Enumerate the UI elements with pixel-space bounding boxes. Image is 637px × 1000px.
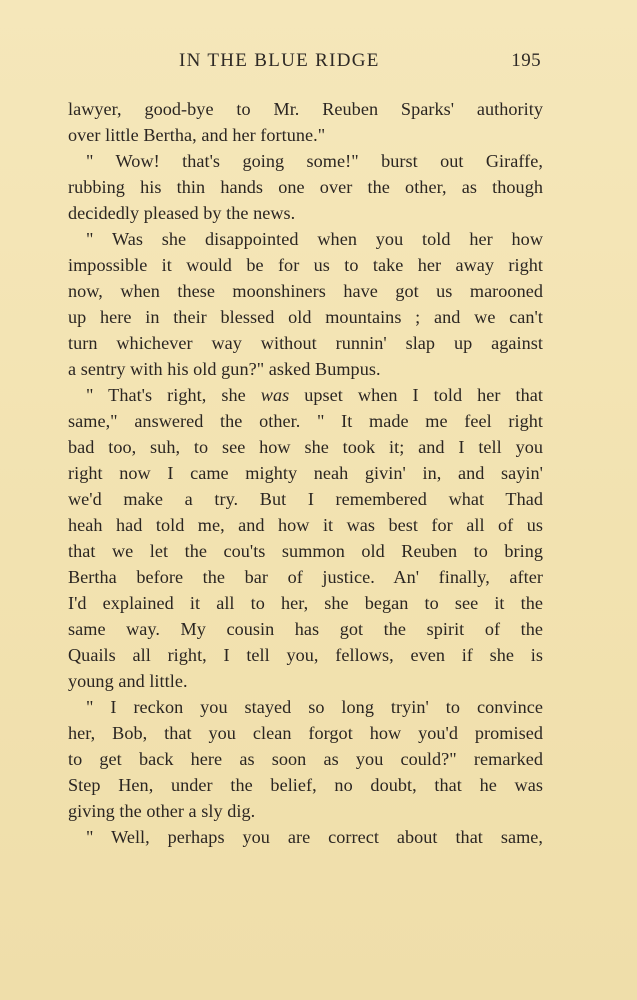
text-line: turn whichever way without runnin' slap up against (68, 333, 543, 353)
body-text (68, 96, 543, 850)
text-line: Bertha before the bar of justice. An' finally, after (68, 567, 543, 587)
running-head (68, 50, 543, 78)
text-line: impossible it would be for us to take her away right (68, 255, 543, 275)
text-line: a sentry with his old gun?" asked Bumpus. (68, 359, 381, 379)
text-segment: " That's right, she (86, 385, 246, 405)
text-line: " Was she disappointed when you told her how (86, 229, 543, 249)
text-line: Step Hen, under the belief, no doubt, that he was (68, 775, 543, 795)
text-line: that we let the cou'ts summon old Reuben to bring (68, 541, 543, 561)
text-line: her, Bob, that you clean forgot how you'd promised (68, 723, 543, 743)
running-title: IN THE BLUE RIDGE (179, 50, 380, 71)
text-line: same," answered the other. " It made me feel right (68, 411, 543, 431)
text-line: I'd explained it all to her, she began to see it the (68, 593, 543, 613)
text-line: bad too, suh, to see how she took it; and I tell you (68, 437, 543, 457)
text-line: decidedly pleased by the news. (68, 203, 296, 223)
text-line: up here in their blessed old mountains ; and we can't (68, 307, 543, 327)
text-line: lawyer, good-bye to Mr. Reuben Sparks' authority (68, 99, 543, 119)
text-line: now, when these moonshiners have got us marooned (68, 281, 543, 301)
text-line: heah had told me, and how it was best for all of us (68, 515, 543, 535)
text-segment: upset when I told her that (289, 385, 543, 405)
text-line: same way. My cousin has got the spirit of the (68, 619, 543, 639)
text-line: young and little. (68, 671, 188, 691)
text-line: rubbing his thin hands one over the other, as though (68, 177, 543, 197)
text-line: " I reckon you stayed so long tryin' to convince (86, 697, 543, 717)
text-line: over little Bertha, and her fortune." (68, 125, 326, 145)
text-line: giving the other a sly dig. (68, 801, 256, 821)
text-line-with-italic (68, 382, 543, 408)
text-line: " Wow! that's going some!" burst out Giraffe, (86, 151, 543, 171)
text-line: Quails all right, I tell you, fellows, even if she is (68, 645, 543, 665)
italic-word: was (260, 385, 290, 405)
page-number: 195 (511, 50, 541, 71)
text-line: to get back here as soon as you could?" remarked (68, 749, 543, 769)
text-line: " Well, perhaps you are correct about that same, (86, 827, 543, 847)
text-line: we'd make a try. But I remembered what Thad (68, 489, 543, 509)
text-line: right now I came mighty neah givin' in, and sayin' (68, 463, 543, 483)
